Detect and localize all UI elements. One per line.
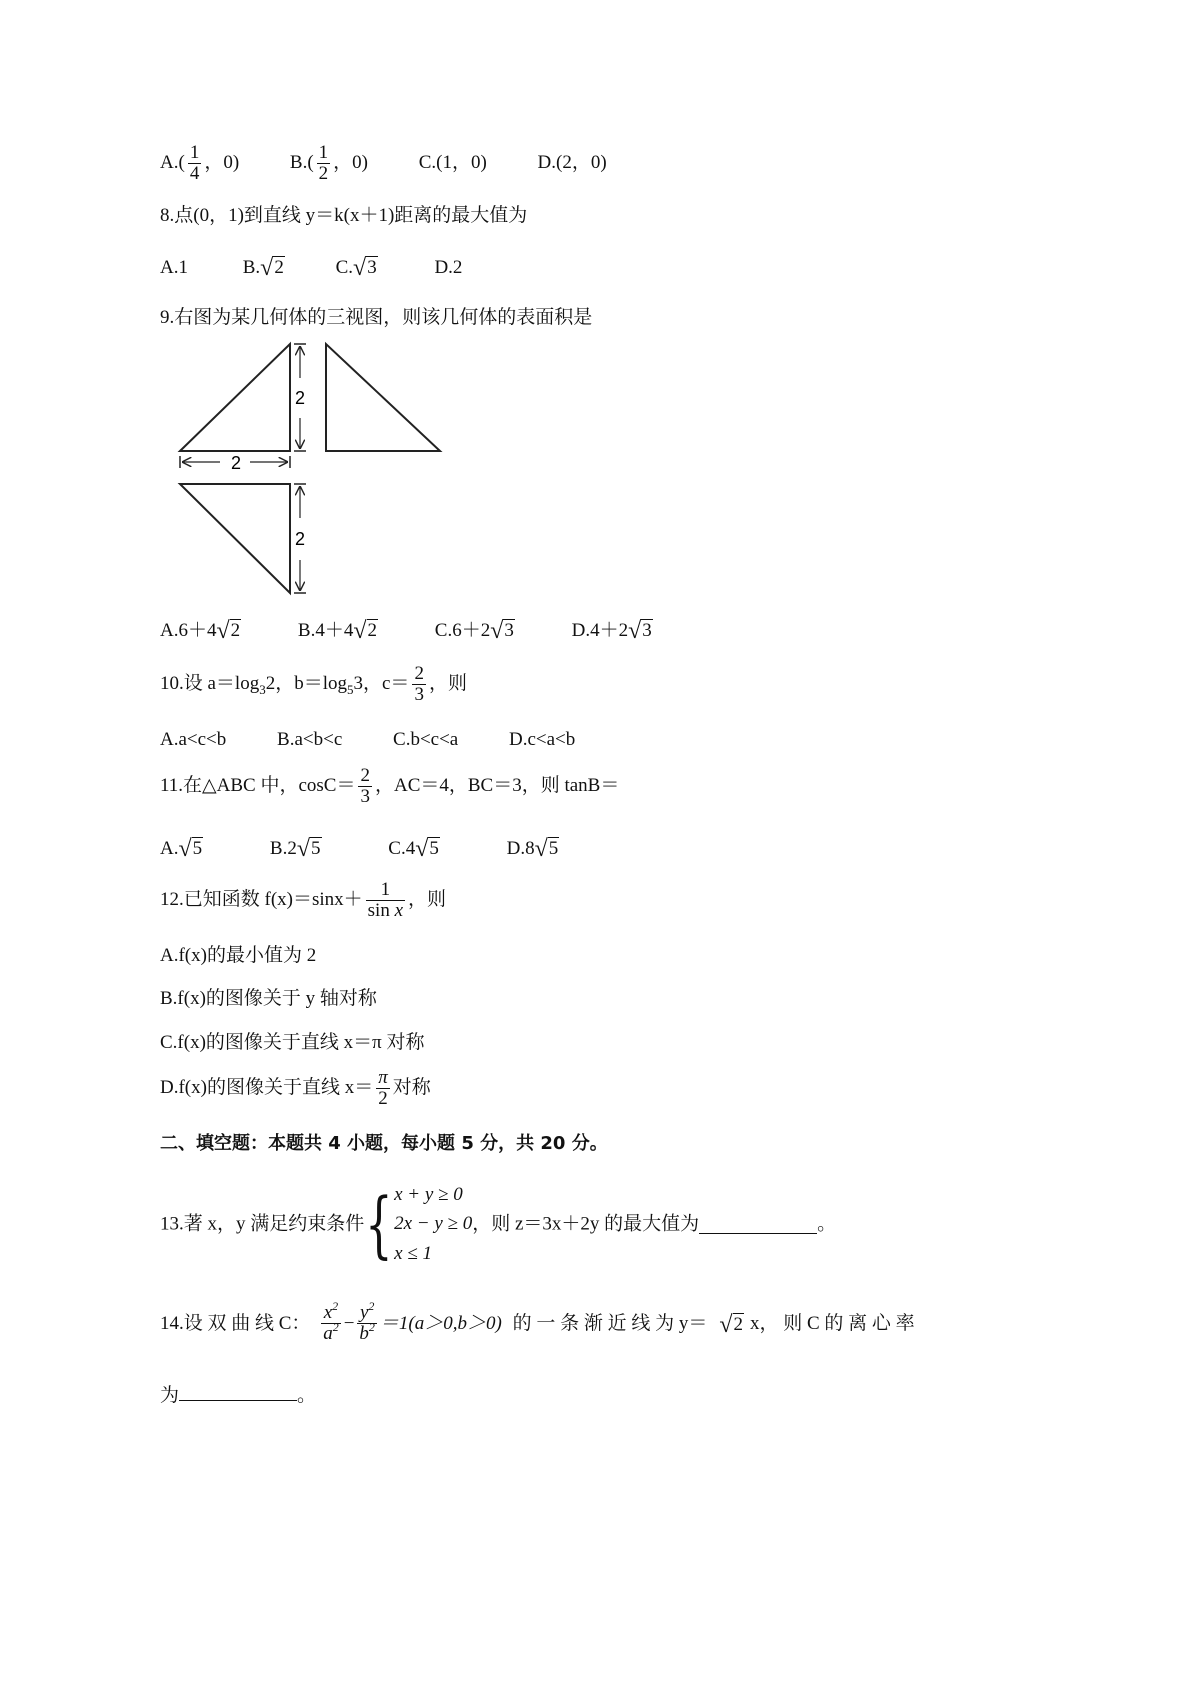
q9-option-c[interactable]: C.6＋2√3 (434, 618, 514, 644)
q11-options (160, 835, 559, 862)
sqrt: √2 (260, 255, 284, 281)
sqrt: √5 (296, 836, 321, 862)
fraction: $\frac{\pi}{2}$ (378, 1067, 388, 1109)
q11-stem: 11.在△ABC 中，cosC＝ $\frac{2}{3}$ ，AC＝4，BC＝3，则 tanB＝ (160, 765, 620, 807)
constraint-system: x + y ≥ 0 2x − y ≥ 0 x ≤ 1 (394, 1184, 473, 1264)
q9-option-d[interactable]: D.4＋2√3 (571, 618, 652, 644)
q8-stem: 8.点(0，1)到直线 y＝k(x＋1)距离的最大值为 (160, 205, 528, 226)
sqrt: √5 (534, 836, 559, 862)
side-view-triangle (326, 344, 440, 451)
q10-option-b[interactable]: B.a<b<c (277, 729, 343, 750)
q7-options (160, 143, 607, 184)
answer-blank[interactable] (179, 1382, 297, 1401)
sqrt: √5 (178, 836, 203, 862)
q12-option-c[interactable]: C.f(x)的图像关于直线 x＝π 对称 (160, 1032, 425, 1053)
q13-stem: 13.著 x，y 满足约束条件{ x + y ≥ 0 2x − y ≥ 0 x ≤ 1 ，则 z＝3x＋2y 的最大值为 。 (160, 1180, 836, 1268)
q11-option-b[interactable]: B.2√5 (269, 836, 321, 862)
answer-blank[interactable] (699, 1215, 817, 1234)
dimension-label: 2 (230, 453, 242, 473)
q12-stem: 12.已知函数 f(x)＝sinx＋ $\frac{1}{\text{sin x}}$ ，则 (160, 879, 447, 921)
q10-options (160, 730, 575, 749)
dimension-label: 2 (294, 529, 306, 549)
q9-stem: 9.右图为某几何体的三视图，则该几何体的表面积是 (160, 307, 593, 328)
sqrt: √2 (353, 618, 378, 644)
q9-option-a[interactable]: A.6＋4√2 (160, 618, 241, 644)
dimension-label: 2 (294, 388, 306, 408)
q11-option-a[interactable]: A.√5 (160, 836, 203, 862)
fraction: $\frac{2}{3}$ (360, 765, 370, 807)
q7-option-a[interactable]: A.( $\frac{1}{4}$ ，0) (160, 142, 240, 184)
q12-option-d[interactable]: D.f(x)的图像关于直线 x＝ $\frac{\pi}{2}$ 对称 (160, 1067, 431, 1109)
q11-option-c[interactable]: C.4√5 (388, 836, 439, 862)
sqrt: √3 (490, 618, 514, 644)
q10-option-a[interactable]: A.a<c<b (160, 729, 227, 750)
q8-option-d[interactable]: D.2 (434, 257, 463, 278)
q7-option-c[interactable]: C.(1，0) (418, 151, 487, 173)
q8-options (160, 254, 463, 281)
sqrt: √3 (628, 618, 652, 644)
q14-stem: 14.设 双 曲 线 C： $\frac{x^2}{a^2}$ − $\frac{y^2}{b^2}$ ＝1(a＞0,b＞0) 的 一 条 渐 近 线 为 y＝ √2 x， 则 C 的 离 心 率 (160, 1299, 915, 1344)
front-view-triangle (180, 344, 290, 451)
q9-options (160, 617, 653, 644)
fraction: $\frac{x^2}{a^2}$ (323, 1299, 339, 1344)
q7-option-b[interactable]: B.( $\frac{1}{2}$ ，0) (289, 142, 368, 184)
sqrt: √3 (353, 255, 377, 281)
q8-option-c[interactable]: C.√3 (335, 255, 377, 281)
q8-option-a[interactable]: A.1 (160, 257, 188, 278)
sqrt: √2 (216, 618, 241, 644)
three-view-figure (170, 338, 460, 600)
q9-option-b[interactable]: B.4＋4√2 (297, 618, 378, 644)
brace: { (365, 1182, 393, 1267)
section-heading: 二、填空题：本题共 4 小题，每小题 5 分，共 20 分。 (160, 1133, 608, 1154)
q12-option-b[interactable]: B.f(x)的图像关于 y 轴对称 (160, 988, 377, 1009)
fraction: $\frac{y^2}{b^2}$ (359, 1299, 375, 1344)
q8-option-b[interactable]: B.√2 (242, 255, 284, 281)
top-view-triangle (180, 484, 290, 593)
fraction: $\frac{2}{3}$ (414, 663, 424, 705)
q7-option-d[interactable]: D.(2，0) (537, 151, 607, 173)
fraction: $\frac{1}{2}$ (318, 142, 329, 184)
q14-line2: 为 。 (160, 1382, 316, 1405)
q10-option-c[interactable]: C.b<c<a (393, 729, 459, 750)
q10-stem: 10.设 $a=\log_32$，$b=\log_53$，c＝ $\frac{2}{3}$ ，则 (160, 663, 467, 705)
q10-option-d[interactable]: D.c<a<b (509, 729, 576, 750)
q12-option-a[interactable]: A.f(x)的最小值为 2 (160, 945, 317, 966)
sqrt: √2 (719, 1312, 743, 1339)
fraction: $\frac{1}{4}$ (189, 142, 200, 184)
q11-option-d[interactable]: D.8√5 (506, 836, 559, 862)
fraction: $\frac{1}{\text{sin x}}$ (367, 879, 404, 921)
sqrt: √5 (415, 836, 439, 862)
